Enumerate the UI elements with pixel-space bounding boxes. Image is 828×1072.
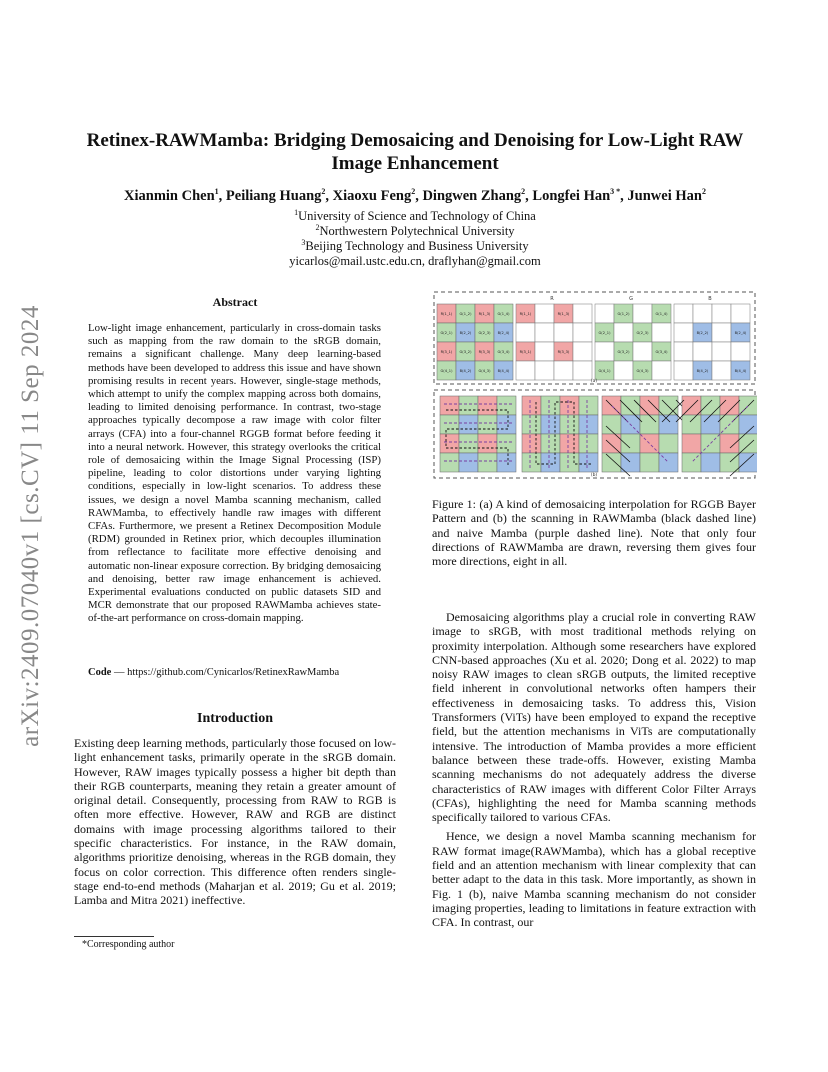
channel-cell-label: B(4_2): [696, 369, 709, 373]
channel-cell-label: R(3_1): [519, 350, 532, 354]
channel-cell: [712, 323, 731, 342]
channel-cell-label: B(2_4): [734, 331, 747, 335]
author-affiliation-mark: 2: [321, 187, 326, 197]
scan-cell: [522, 415, 541, 434]
scan-cell: [440, 434, 459, 453]
scan-cell: [440, 396, 459, 415]
bayer-cell-label: R(3_1): [440, 350, 453, 354]
channel-cell: [731, 342, 750, 361]
scan-cell: [478, 453, 497, 472]
paper-title: Retinex-RAWMamba: Bridging Demosaicing and Denoising for Low-Light RAW Image Enhancement: [86, 130, 744, 174]
channel-cell-label: G(4_1): [598, 369, 611, 373]
arxiv-watermark: [10, 286, 52, 766]
scan-cell: [541, 415, 560, 434]
scan-cell: [701, 415, 720, 434]
channel-cell: [573, 342, 592, 361]
bayer-cell-label: B(2_4): [497, 331, 510, 335]
author-emails: yicarlos@mail.ustc.edu.cn, draflyhan@gmail.com: [289, 254, 541, 268]
scan-cell: [640, 453, 659, 472]
affiliation-3: $^3$Beijing Technology and Business University: [301, 237, 529, 253]
footnote-rule: [74, 936, 154, 937]
scan-cell: [541, 453, 560, 472]
channel-cell: [595, 304, 614, 323]
channel-cell: [516, 361, 535, 380]
channel-cell-label: B(2_2): [696, 331, 709, 335]
scan-cell: [497, 434, 516, 453]
abstract-heading: Abstract: [212, 295, 258, 309]
scan-cell: [497, 396, 516, 415]
channel-cell: [633, 304, 652, 323]
channel-cell: [554, 323, 573, 342]
bayer-cell-label: G(4_1): [440, 369, 453, 373]
author-name: Xianmin Chen: [124, 188, 215, 204]
scan-cell: [497, 453, 516, 472]
channel-cell: [535, 342, 554, 361]
scan-cell: [720, 396, 739, 415]
scan-cell: [579, 434, 598, 453]
arxiv-id: arXiv:2409.07040v1 [cs.CV] 11 Sep 2024: [17, 305, 44, 747]
bayer-cell-label: B(4_2): [459, 369, 472, 373]
scan-cell: [478, 396, 497, 415]
author-affiliation-mark: 1: [214, 187, 219, 197]
channel-cell: [652, 361, 671, 380]
bayer-cell-label: G(1_4): [497, 312, 510, 316]
author-affiliation-mark: 2: [701, 187, 706, 197]
channel-cell-label: B(4_4): [734, 369, 747, 373]
channel-cell-label: R(3_3): [557, 350, 570, 354]
scan-cell: [522, 396, 541, 415]
bayer-cell-label: G(3_4): [497, 350, 510, 354]
footnote: *Corresponding author: [82, 939, 175, 950]
channel-cell: [674, 342, 693, 361]
channel-cell: [516, 323, 535, 342]
channel-cell-label: G(2_1): [598, 331, 611, 335]
bayer-cell-label: G(3_2): [459, 350, 472, 354]
code-url[interactable]: — https://github.com/Cynicarlos/RetinexRawMamba: [111, 667, 340, 678]
bayer-cell-label: R(1_1): [440, 312, 453, 316]
scan-cell: [720, 434, 739, 453]
scan-cell: [440, 415, 459, 434]
scan-cell: [560, 434, 579, 453]
channel-cell: [554, 361, 573, 380]
channel-cell-label: G(1_4): [655, 312, 668, 316]
channel-cell: [614, 323, 633, 342]
channel-cell: [674, 361, 693, 380]
scan-cell: [497, 415, 516, 434]
scan-cell: [459, 434, 478, 453]
scan-cell: [522, 434, 541, 453]
affiliation-1: $^1$University of Science and Technology of China: [294, 207, 536, 223]
channel-cell: [731, 304, 750, 323]
channel-label: B: [708, 296, 712, 302]
scan-cell: [522, 453, 541, 472]
channel-cell: [712, 342, 731, 361]
scan-cell: [579, 396, 598, 415]
channel-cell-label: G(4_3): [636, 369, 649, 373]
abstract-body: Low-light image enhancement, particularly in cross-domain tasks such as mapping from the raw domain to the sRGB domain, remains a significant challenge. Many deep learning-based methods have been developed to address this issue and have shown promising results in recent years. However, single-stage methods, which attempt to unify the complex mapping across both domains, leading to limited denoising performance. In contrast, two-stage approaches typically decompose a raw image with color filter arrays (CFA) into a four-channel RGGB format before feeding it into a neural network. However, this strategy overlooks the critical role of demosaicing within the Image Signal Processing (ISP) pipeline, leading to color distortions under varying lighting conditions, especially in low-light scenarios. To address these issues, we design a novel Mamba scanning mechanism, called RAWMamba, to effectively handle raw images with different CFAs. Furthermore, we present a Retinex Decomposition Module (RDM) grounded in Retinex prior, which decouples illumination from reflectance to facilitate more effective denoising and automatic non-linear exposure correction. By bridging demosaicing and denoising, better raw image enhancement is achieved. Experimental evaluations conducted on public datasets SID and MCR demonstrate that our proposed RAWMamba achieves state-of-the-art performance on cross-domain mapping.: [88, 322, 381, 625]
channel-cell: [535, 361, 554, 380]
paragraph-demosaicing: Demosaicing algorithms play a crucial role in converting RAW image to sRGB, with most traditional methods relying on proximity interpolation. Although some researchers have explored CNN-based approaches (Xu et al. 2020; Dong et al. 2022) to map noisy RAW images to clean sRGB outputs, the limited receptive field inherent in convolutional networks often hampers their effectiveness in demosaicing tasks. To address this, Vision Transformers (ViTs) have been employed to expand the receptive field, but the attention mechanisms in ViTs are computationally intensive. The introduction of Mamba provides a more efficient balance between these trade-offs. However, existing Mamba scanning mechanisms do not adequately address the diverse characteristics of RAW images with different Color Filter Arrays (CFAs), highlighting the need for Mamba scanning methods specifically tailored to various CFAs.: [432, 610, 756, 825]
scan-cell: [640, 415, 659, 434]
channel-cell-label: R(1_1): [519, 312, 532, 316]
author-affiliation-mark: 2: [521, 187, 526, 197]
bayer-cell-label: B(2_2): [459, 331, 472, 335]
bayer-cell-label: R(1_3): [478, 312, 491, 316]
channel-cell: [652, 323, 671, 342]
scan-cell: [682, 415, 701, 434]
author-name: Junwei Han: [627, 188, 702, 204]
affiliations: [200, 209, 630, 269]
introduction-body: Existing deep learning methods, particularly those focused on low-light enhancement tasks, primarily operate in the sRGB domain. However, RAW images typically possess a higher bit depth than their RGB counterparts, meaning they retain a greater amount of original detail. Consequently, processing from RAW to RGB is often more effective. However, RAW and RGB are distinct domains with image processing algorithms tailored to their specific characteristics. For instance, in the RAW domain, algorithms prioritize denoising, whereas in the RGB domain, they focus on color correction. This difference often renders single-stage end-to-end methods (Maharjan et al. 2019; Gu et al. 2019; Lamba and Mitra 2021) ineffective.: [74, 736, 396, 908]
code-link: [88, 667, 388, 678]
bayer-cell-label: G(1_2): [459, 312, 472, 316]
scan-cell: [602, 453, 621, 472]
right-column-body: [432, 610, 756, 930]
scan-cell: [659, 415, 678, 434]
scan-cell: [682, 396, 701, 415]
scan-cell: [621, 434, 640, 453]
channel-label: R: [550, 296, 554, 302]
scan-cell: [560, 415, 579, 434]
author-affiliation-mark: 2: [411, 187, 416, 197]
channel-cell: [674, 323, 693, 342]
scan-cell: [682, 434, 701, 453]
scan-cell: [541, 396, 560, 415]
code-label: Code: [88, 667, 112, 678]
bayer-cell-label: G(4_3): [478, 369, 491, 373]
figure-1: [432, 290, 757, 486]
channel-cell: [633, 342, 652, 361]
scan-cell: [459, 396, 478, 415]
scan-cell: [579, 453, 598, 472]
scan-cell: [701, 396, 720, 415]
bayer-cell-label: G(2_1): [440, 331, 453, 335]
channel-cell-label: R(1_3): [557, 312, 570, 316]
scan-cell: [440, 453, 459, 472]
scan-cell: [659, 434, 678, 453]
channel-cell: [712, 361, 731, 380]
channel-cell-label: G(3_2): [617, 350, 630, 354]
scan-cell: [459, 415, 478, 434]
scan-cell: [478, 415, 497, 434]
scan-cell: [621, 396, 640, 415]
scan-cell: [478, 434, 497, 453]
scan-cell: [739, 453, 757, 472]
scan-cell: [640, 396, 659, 415]
bayer-cell-label: B(4_4): [497, 369, 510, 373]
author-name: Dingwen Zhang: [422, 188, 522, 204]
channel-cell: [573, 304, 592, 323]
channel-cell: [573, 361, 592, 380]
scan-cell: [560, 396, 579, 415]
bayer-cell-label: R(3_3): [478, 350, 491, 354]
scan-cell: [579, 415, 598, 434]
channel-cell: [614, 361, 633, 380]
scan-cell: [541, 434, 560, 453]
author-list: Xianmin Chen$^1$, Peiliang Huang$^2$, Xiaoxu Feng$^2$, Dingwen Zhang$^2$, Longfei Han$^{3 *}$, Junwei Han$^2$: [124, 187, 706, 204]
author-name: Peiliang Huang: [225, 188, 322, 204]
channel-cell-label: G(1_2): [617, 312, 630, 316]
affiliation-2: $^2$Northwestern Polytechnical University: [315, 222, 515, 238]
channel-cell: [535, 304, 554, 323]
channel-cell: [573, 323, 592, 342]
channel-cell: [712, 304, 731, 323]
scan-cell: [560, 453, 579, 472]
figure-caption: Figure 1: (a) A kind of demosaicing interpolation for RGGB Bayer Pattern and (b) the scanning in RAWMamba (black dashed line) and naive Mamba (purple dashed line). Note that only four directions of RAWMamba are drawn, reversing them gives four more directions, eight in all.: [432, 497, 756, 569]
channel-cell: [595, 342, 614, 361]
paragraph-rawmamba: Hence, we design a novel Mamba scanning mechanism for RAW format image(RAWMamba), which has a global receptive field and an attention mechanism with linear complexity that can better adapt to the data in this task. More importantly, as shown in Fig. 1 (b), naive Mamba scanning mechanism do not consider imaging properties, leading to limitations in feature extraction with CFA. In contrast, our: [432, 829, 756, 930]
channel-cell: [693, 304, 712, 323]
author-name: Longfei Han: [532, 188, 611, 204]
scan-cell: [459, 453, 478, 472]
channel-cell: [535, 323, 554, 342]
channel-cell-label: G(3_4): [655, 350, 668, 354]
scan-cell: [701, 453, 720, 472]
bayer-cell-label: G(2_3): [478, 331, 491, 335]
scan-cell: [659, 396, 678, 415]
figure-label-a: (a): [590, 379, 598, 384]
channel-cell: [674, 304, 693, 323]
channel-cell: [693, 342, 712, 361]
author-affiliation-mark: 3 *: [610, 187, 621, 197]
author-name: Xiaoxu Feng: [332, 188, 412, 204]
channel-cell-label: G(2_3): [636, 331, 649, 335]
channel-label: G: [629, 296, 633, 302]
figure-label-b: (b): [590, 473, 598, 478]
introduction-heading: Introduction: [197, 711, 273, 726]
